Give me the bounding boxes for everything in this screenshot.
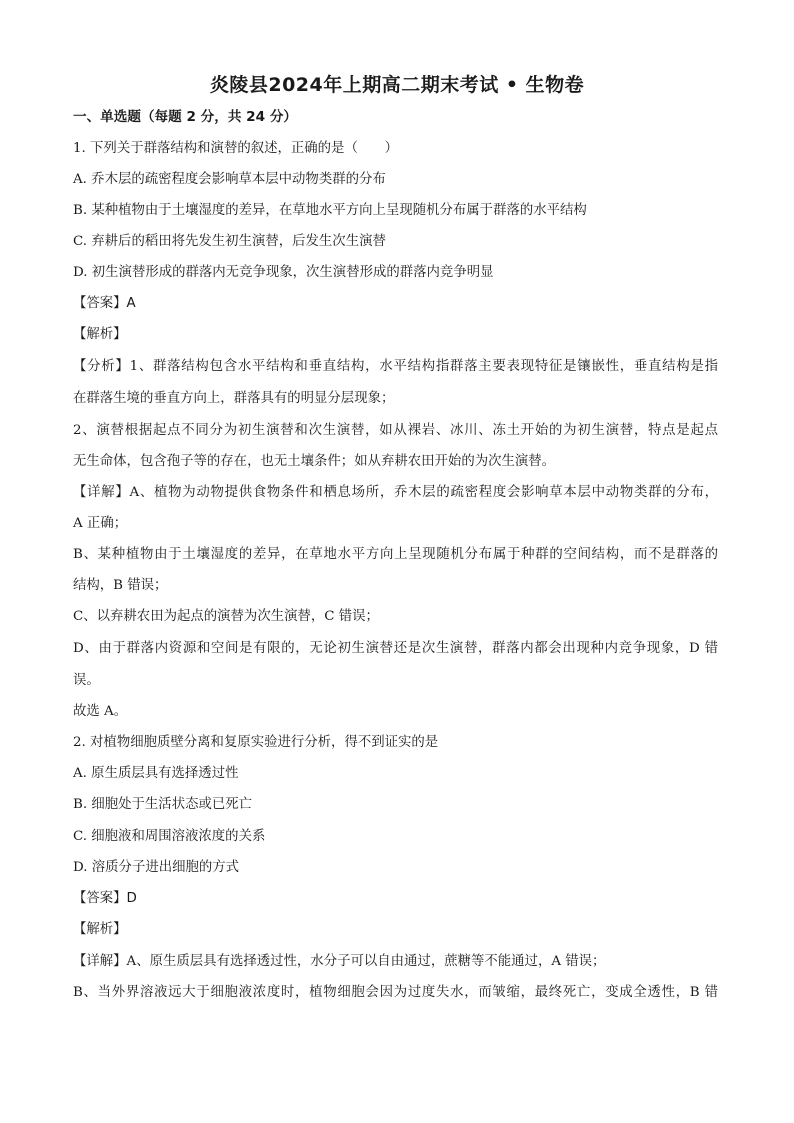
q1-analysis-label: 【解析】 (73, 327, 127, 342)
q2-option-b: B. 细胞处于生活状态或已死亡 (73, 797, 253, 812)
q1-analysis-line: 无生命体，包含孢子等的存在，也无土壤条件；如从弃耕农田开始的为次生演替。 (73, 454, 556, 469)
q2-option-c: C. 细胞液和周围溶液浓度的关系 (73, 829, 266, 844)
q2-option-d: D. 溶质分子进出细胞的方式 (73, 860, 240, 875)
q2-detail-line: B、当外界溶液远大于细胞液浓度时，植物细胞会因为过度失水，而皱缩，最终死亡，变成全透性，B 错 (73, 985, 718, 1000)
q1-option-a: A. 乔木层的疏密程度会影响草本层中动物类群的分布 (73, 172, 386, 187)
q1-detail-line: D、由于群落内资源和空间是有限的，无论初生演替还是次生演替，群落内都会出现种内竞争现象，D 错 (73, 641, 718, 656)
q2-answer: 【答案】D (73, 891, 137, 906)
q2-detail-line: 【详解】A、原生质层具有选择透过性，水分子可以自由通过，蔗糖等不能通过，A 错误； (73, 954, 606, 969)
question-2-stem: 2. 对植物细胞质壁分离和复原实验进行分析，得不到证实的是 (73, 735, 439, 750)
q1-option-c: C. 弃耕后的稻田将先发生初生演替，后发生次生演替 (73, 234, 386, 249)
q1-detail-line: 结构，B 错误； (73, 578, 168, 593)
q1-analysis-line: 在群落生境的垂直方向上，群落具有的明显分层现象； (73, 391, 395, 406)
q1-detail-line: 【详解】A、植物为动物提供食物条件和栖息场所，乔木层的疏密程度会影响草本层中动物类群的分布， (73, 485, 718, 500)
q1-detail-line: A 正确； (73, 516, 128, 531)
q2-analysis-label: 【解析】 (73, 922, 127, 937)
q1-analysis-line: 2、演替根据起点不同分为初生演替和次生演替，如从裸岩、冰川、冻土开始的为初生演替，特点是起点 (73, 423, 718, 438)
page-title: 炎陵县2024年上期高二期末考试 • 生物卷 (209, 74, 585, 96)
q1-detail-line: B、某种植物由于土壤湿度的差异，在草地水平方向上呈现随机分布属于种群的空间结构，而不是群落的 (73, 547, 718, 562)
q2-option-a: A. 原生质层具有选择透过性 (73, 766, 239, 781)
q1-answer: 【答案】A (73, 296, 136, 311)
q1-option-d: D. 初生演替形成的群落内无竞争现象，次生演替形成的群落内竞争明显 (73, 265, 494, 280)
q1-option-b: B. 某种植物由于土壤湿度的差异，在草地水平方向上呈现随机分布属于群落的水平结构 (73, 203, 587, 218)
question-1-stem: 1. 下列关于群落结构和演替的叙述，正确的是（ ） (73, 141, 399, 156)
q1-conclusion: 故选 A。 (73, 704, 128, 719)
q1-detail-line: 误。 (73, 673, 100, 688)
q1-analysis-line: 【分析】1、群落结构包含水平结构和垂直结构，水平结构指群落主要表现特征是镶嵌性，垂直结构是指 (73, 359, 718, 374)
section-heading: 一、单选题（每题 2 分，共 24 分） (73, 109, 298, 125)
q1-detail-line: C、以弃耕农田为起点的演替为次生演替，C 错误； (73, 609, 379, 624)
